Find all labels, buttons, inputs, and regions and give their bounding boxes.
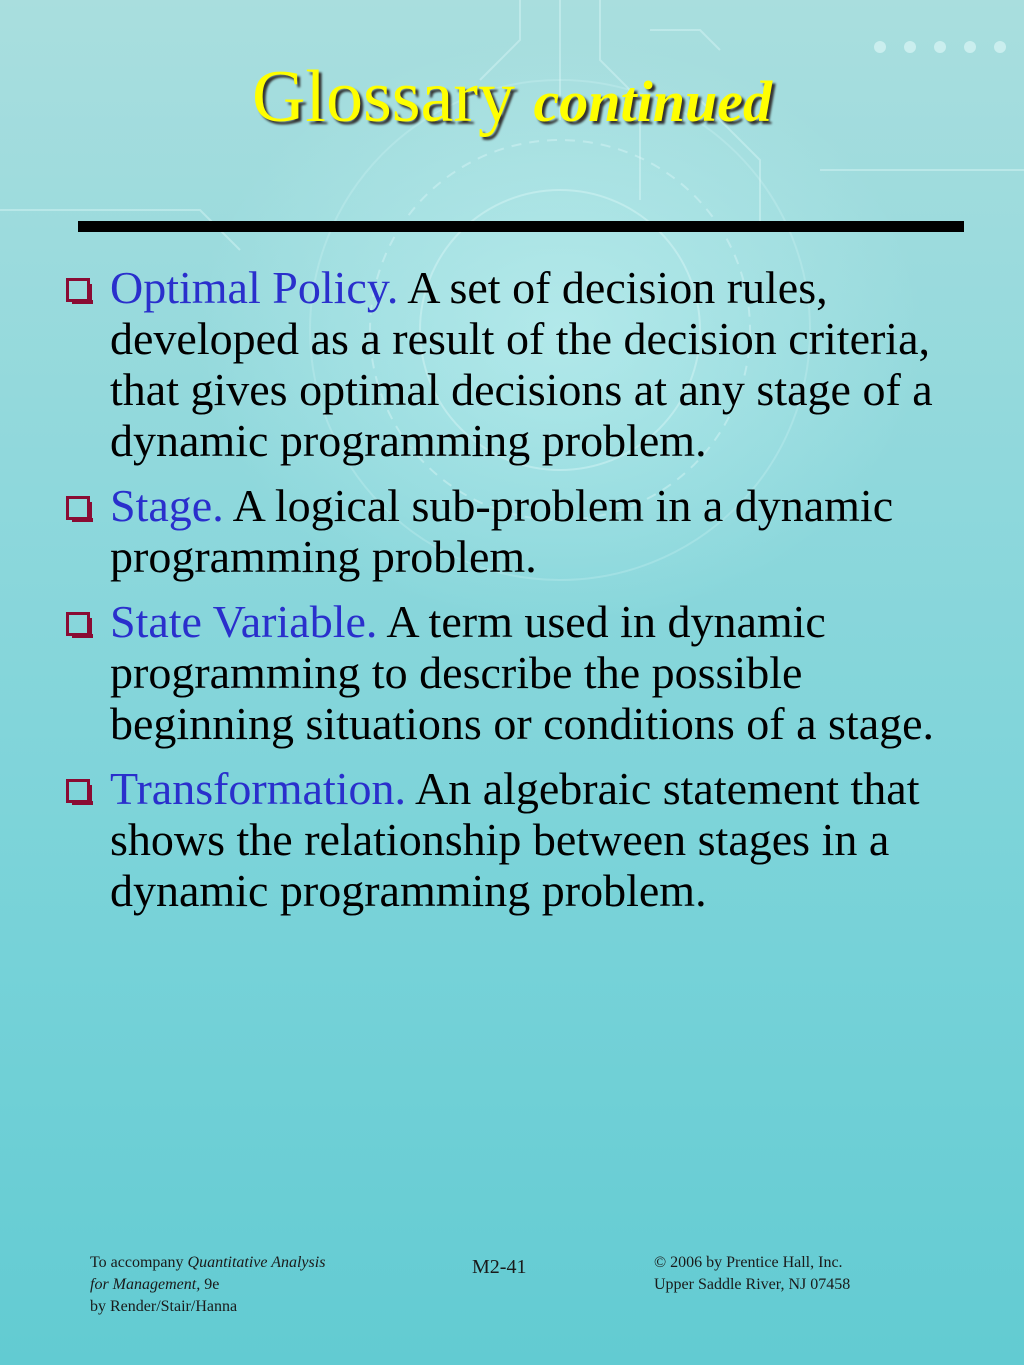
glossary-list (60, 262, 970, 930)
square-bullet-icon (66, 496, 90, 520)
footer-book-info (90, 1252, 325, 1318)
glossary-term: State Variable. (110, 596, 378, 647)
glossary-item-transformation (60, 763, 970, 916)
glossary-definition: A term used in dynamic programming to describe the possible beginning situations or conditions of a stage. (110, 596, 935, 749)
footer-copyright-line1: © 2006 by Prentice Hall, Inc. (654, 1254, 843, 1271)
slide-title (0, 56, 1024, 138)
slide-number: M2-41 (472, 1256, 527, 1278)
square-bullet-icon (66, 779, 90, 803)
footer-edition: 9e (200, 1276, 220, 1293)
glossary-definition: A set of decision rules, developed as a result of the decision criteria, that gives optimal decisions at any stage of a dynamic programming problem. (110, 262, 933, 466)
glossary-term: Stage. (110, 480, 224, 531)
glossary-definition: A logical sub-problem in a dynamic programming problem. (110, 480, 894, 582)
footer-book-title-2: for Management, (90, 1276, 201, 1293)
footer-copyright-line2: Upper Saddle River, NJ 07458 (654, 1276, 851, 1293)
title-continued: continued (533, 69, 773, 134)
footer-copyright (654, 1252, 850, 1296)
glossary-item-state-variable (60, 596, 970, 749)
glossary-item-stage (60, 480, 970, 582)
glossary-item-optimal-policy (60, 262, 970, 466)
square-bullet-icon (66, 278, 90, 302)
square-bullet-icon (66, 612, 90, 636)
glossary-term: Optimal Policy. (110, 262, 399, 313)
glossary-term: Transformation. (110, 763, 407, 814)
footer-authors: by Render/Stair/Hanna (90, 1298, 238, 1315)
title-main: Glossary (251, 56, 516, 138)
title-divider (78, 221, 964, 232)
glossary-definition: An algebraic statement that shows the relationship between stages in a dynamic programming problem. (110, 763, 920, 916)
footer-book-title: Quantitative Analysis (187, 1254, 326, 1271)
footer-prefix: To accompany (90, 1254, 188, 1271)
